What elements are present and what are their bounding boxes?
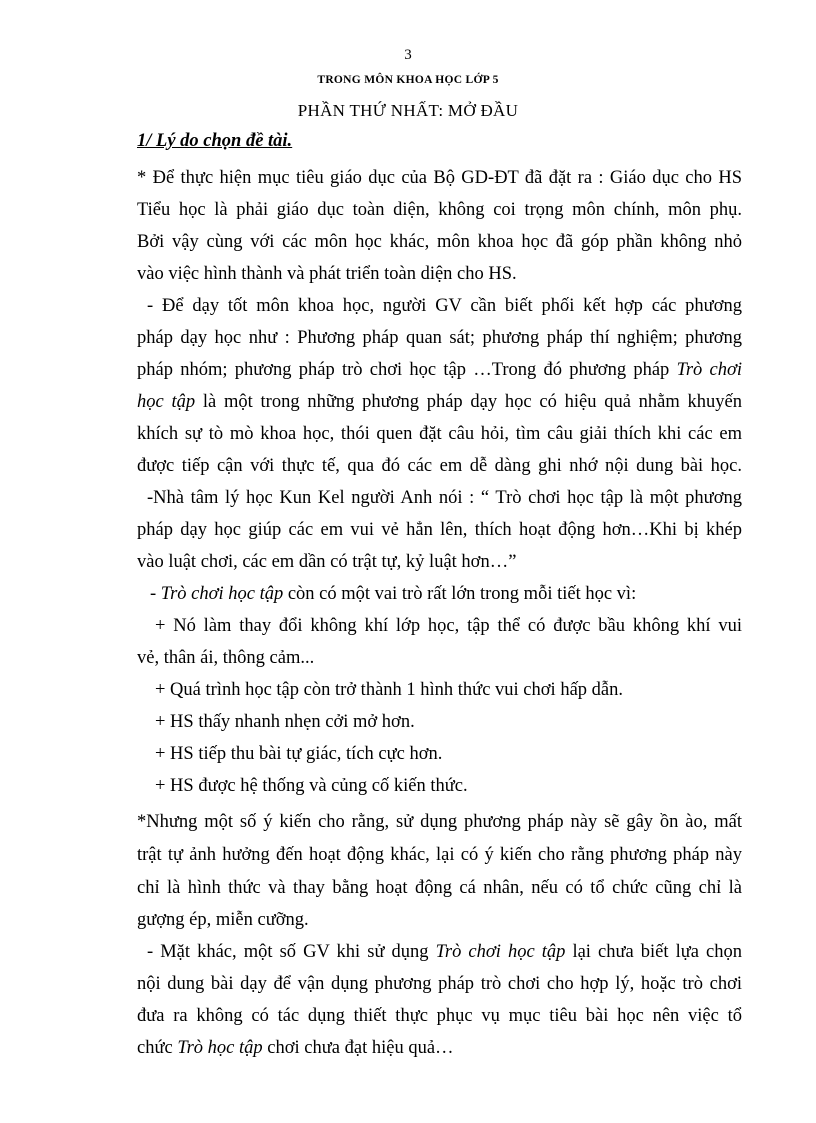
list-item: + HS tiếp thu bài tự giác, tích cực hơn. xyxy=(155,744,443,764)
paragraph-line: Tiểu học là phải giáo dục toàn diện, không coi trọng môn chính, môn phụ. xyxy=(137,200,742,220)
list-item: + Nó làm thay đổi không khí lớp học, tập thể có được bầu không khí vui xyxy=(155,616,742,636)
section-heading: 1/ Lý do chọn đề tài. xyxy=(137,131,293,151)
paragraph-line: vào việc hình thành và phát triển toàn diện cho HS. xyxy=(137,264,517,284)
paragraph-line: được tiếp cận với thực tế, qua đó các em dễ dàng ghi nhớ nội dung bài học. xyxy=(137,456,742,476)
paragraph-line: nội dung bài dạy để vận dụng phương pháp trò chơi cho hợp lý, hoặc trò chơi xyxy=(137,974,742,994)
paragraph-line: - Mặt khác, một số GV khi sử dụng Trò chơi học tập lại chưa biết lựa chọn xyxy=(147,942,742,962)
paragraph-line: trật tự ảnh hưởng đến hoạt động khác, lại có ý kiến cho rằng phương pháp này xyxy=(137,845,742,865)
paragraph-line: học tập là một trong những phương pháp dạy học có hiệu quả nhằm khuyến xyxy=(137,392,742,412)
part-title: PHẦN THỨ NHẤT: MỞ ĐẦU xyxy=(297,101,519,120)
paragraph-line: gượng ép, miễn cưỡng. xyxy=(137,910,309,930)
paragraph-line: vào luật chơi, các em dần có trật tự, kỷ luật hơn…” xyxy=(137,552,517,572)
list-item: + HS thấy nhanh nhẹn cởi mở hơn. xyxy=(155,712,415,732)
paragraph-line: - Trò chơi học tập còn có một vai trò rất lớn trong mỗi tiết học vì: xyxy=(150,584,637,604)
list-item: + HS được hệ thống và củng cố kiến thức. xyxy=(155,776,468,796)
paragraph-line: vẻ, thân ái, thông cảm... xyxy=(137,648,315,668)
paragraph-line: * Để thực hiện mục tiêu giáo dục của Bộ GD-ĐT đã đặt ra : Giáo dục cho HS xyxy=(137,168,742,188)
paragraph-line: chức Trò học tập chơi chưa đạt hiệu quả… xyxy=(137,1038,454,1058)
paragraph-line: *Nhưng một số ý kiến cho rằng, sử dụng phương pháp này sẽ gây ồn ào, mất xyxy=(137,812,742,832)
list-item: + Quá trình học tập còn trở thành 1 hình thức vui chơi hấp dẫn. xyxy=(155,680,623,700)
paragraph-line: chỉ là hình thức và thay bằng hoạt động cá nhân, nếu có tổ chức cũng chỉ là xyxy=(137,878,742,898)
running-header: TRONG MÔN KHOA HỌC LỚP 5 xyxy=(317,74,499,86)
paragraph-line: - Để dạy tốt môn khoa học, người GV cần biết phối kết hợp các phương xyxy=(147,296,742,316)
paragraph-line: pháp dạy học giúp các em vui vẻ hẳn lên, thích hoạt động hơn…Khi bị khép xyxy=(137,520,742,540)
paragraph-line: -Nhà tâm lý học Kun Kel người Anh nói : “ Trò chơi học tập là một phương xyxy=(147,488,742,508)
paragraph-line: đưa ra không có tác dụng thiết thực phục vụ mục tiêu bài học nên việc tổ xyxy=(137,1006,742,1026)
paragraph-line: Bởi vậy cùng với các môn học khác, môn khoa học đã góp phần không nhỏ xyxy=(137,232,742,252)
page-number: 3 xyxy=(404,47,412,63)
paragraph-line: khích sự tò mò khoa học, thói quen đặt câu hỏi, tìm câu giải thích khi các em xyxy=(137,424,742,444)
paragraph-line: pháp dạy học như : Phương pháp quan sát; phương pháp thí nghiệm; phương xyxy=(137,328,742,348)
paragraph-line: pháp nhóm; phương pháp trò chơi học tập …Trong đó phương pháp Trò chơi xyxy=(137,360,743,380)
